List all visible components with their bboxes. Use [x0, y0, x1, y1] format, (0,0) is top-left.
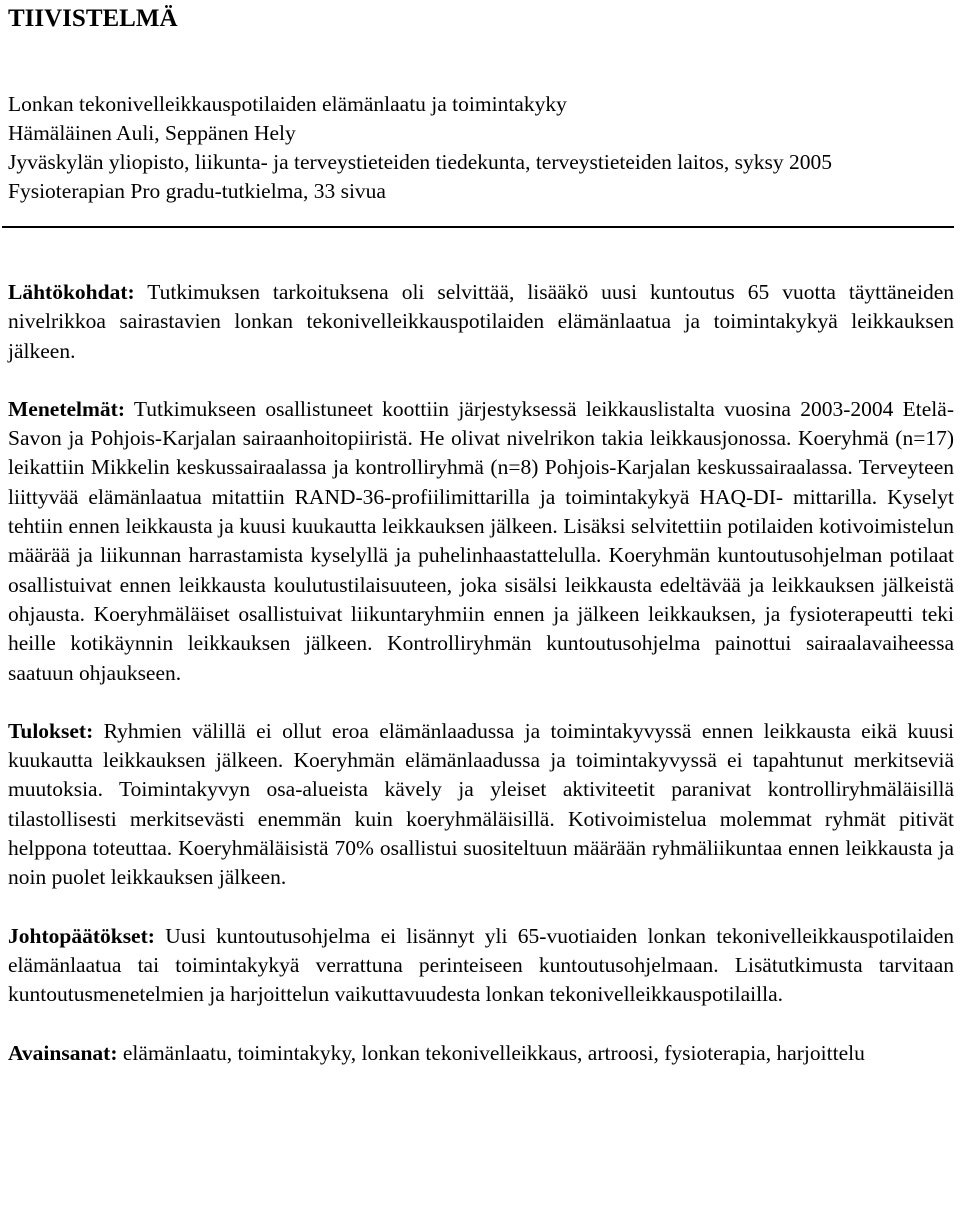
thesis-info: Fysioterapian Pro gradu-tutkielma, 33 sivua	[8, 179, 386, 203]
section-methods	[8, 395, 954, 688]
thesis-title: Lonkan tekonivelleikkauspotilaiden elämänlaatu ja toimintakyky	[8, 92, 567, 116]
section-label: Lähtökohdat:	[8, 280, 135, 304]
section-background	[8, 278, 954, 366]
section-text: Uusi kuntoutusohjelma ei lisännyt yli 65-vuotiaiden lonkan tekonivelleikkauspotilaiden elämänlaatua tai toimintakykyä verrattuna perinteiseen kuntoutusohjelmaan. Lisätutkimusta tarvitaan kuntoutusmenetelmien ja harjoittelun vaikuttavuudesta lonkan tekonivelleikkauspotilailla.	[8, 923, 955, 1007]
page-title: TIIVISTELMÄ	[8, 5, 178, 32]
section-text: elämänlaatu, toimintakyky, lonkan tekonivelleikkaus, artroosi, fysioterapia, harjoittelu	[122, 1040, 865, 1065]
document-page	[8, 0, 954, 1068]
thesis-metadata	[8, 90, 954, 206]
section-keywords	[8, 1039, 954, 1068]
section-label: Avainsanat:	[8, 1040, 118, 1065]
section-label: Johtopäätökset:	[8, 923, 155, 948]
section-text: Tutkimukseen osallistuneet koottiin järjestyksessä leikkauslistalta vuosina 2003-2004 Etelä-Savon ja Pohjois-Karjalan sairaanhoitopiiristä. He olivat nivelrikon takia leikkausjonossa. Koeryhmä (n=17) leikattiin Mikkelin keskussairaalassa ja kontrolliryhmä (n=8) Pohjois-Karjalan keskussairaalassa. Terveyteen liittyvää elämänlaatua mitattiin RAND-36-profiilimittarilla ja toimintakykyä HAQ-DI- mittarilla. Kyselyt tehtiin ennen leikkausta ja kuusi kuukautta leikkauksen jälkeen. Lisäksi selvitettiin potilaiden kotivoimistelun määrää ja liikunnan harrastamista kyselyllä ja puhelinhaastattelulla. Koeryhmän kuntoutusohjelman potilaat osallistuivat ennen leikkausta koulutustilaisuuteen, joka sisälsi leikkausta edeltävää ja leikkauksen jälkeistä ohjausta. Koeryhmäläiset osallistuivat liikuntaryhmiin ennen ja jälkeen leikkauksen, ja fysioterapeutti teki heille kotikäynnin leikkauksen jälkeen. Kontrolliryhmän kuntoutusohjelma painottui sairaalavaiheessa saatuun ohjaukseen.	[8, 396, 954, 685]
section-conclusions	[8, 922, 954, 1010]
section-label: Tulokset:	[8, 718, 94, 743]
horizontal-divider	[2, 226, 954, 228]
section-text: Ryhmien välillä ei ollut eroa elämänlaadussa ja toimintakyvyssä ennen leikkausta eikä kuusi kuukautta leikkauksen jälkeen. Koeryhmän elämänlaadussa ja toimintakyvyssä ei tapahtunut merkitseviä muutoksia. Toimintakyvyn osa-alueista kävely ja yleiset aktiviteetit paranivat kontrolliryhmäläisillä tilastollisesti merkitsevästi enemmän kuin koeryhmäläisillä. Kotivoimistelua molemmat ryhmät pitivät helppona toteuttaa. Koeryhmäläisistä 70% osallistui suositeltuun määrään ryhmäliikuntaa ennen leikkausta ja noin puolet leikkauksen jälkeen.	[8, 718, 954, 890]
thesis-institution: Jyväskylän yliopisto, liikunta- ja terveystieteiden tiedekunta, terveystieteiden laitos, syksy 2005	[8, 150, 832, 174]
section-results	[8, 717, 954, 893]
section-label: Menetelmät:	[8, 396, 125, 421]
thesis-authors: Hämäläinen Auli, Seppänen Hely	[8, 121, 296, 145]
section-text: Tutkimuksen tarkoituksena oli selvittää, lisääkö uusi kuntoutus 65 vuotta täyttäneiden nivelrikkoa sairastavien lonkan tekonivelleikkauspotilaiden elämänlaatua ja toimintakykyä leikkauksen jälkeen.	[8, 280, 954, 363]
